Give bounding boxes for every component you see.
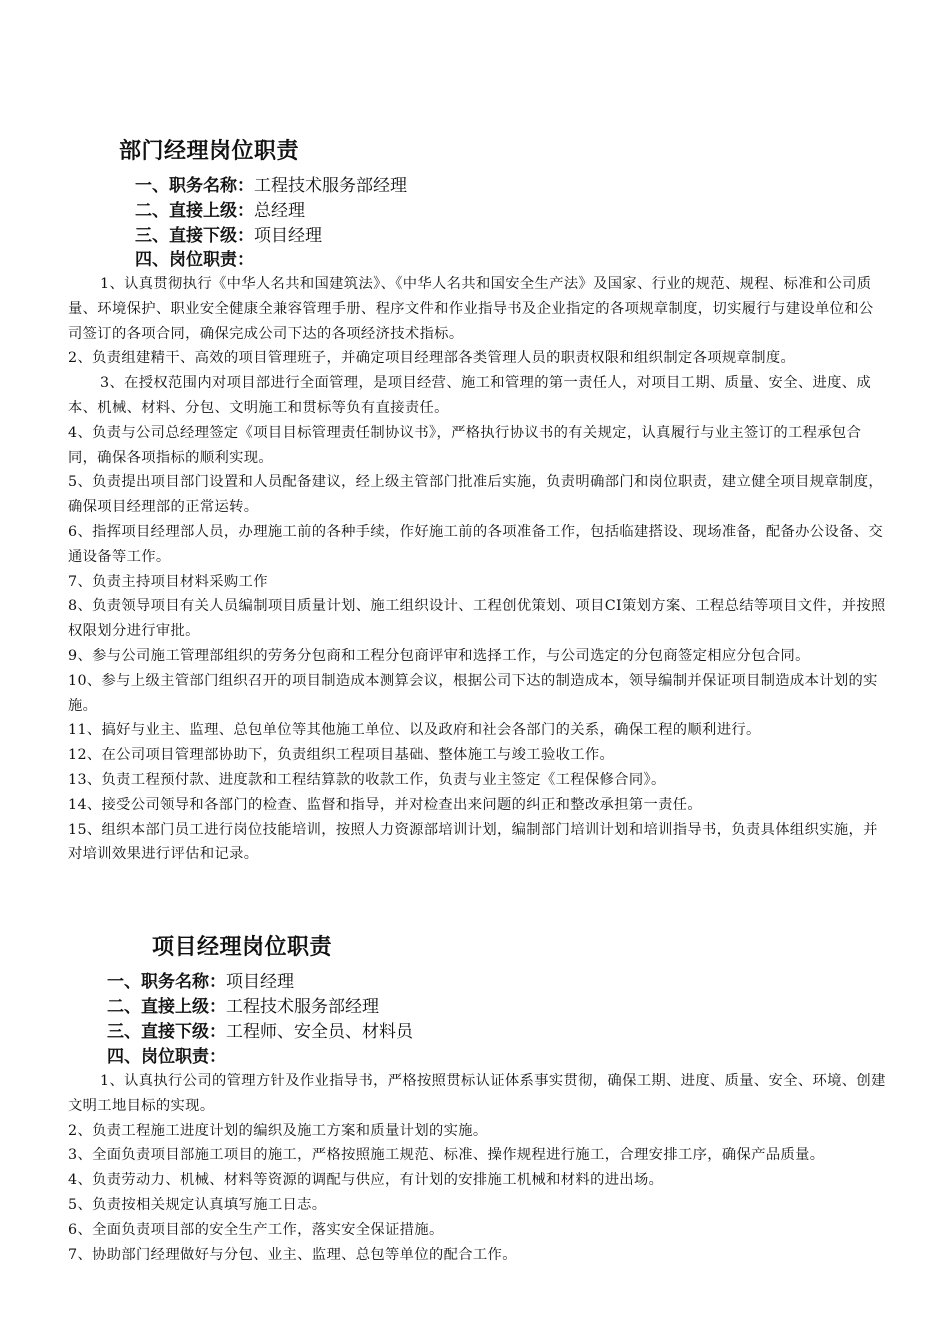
- section2-title: 项目经理岗位职责: [152, 935, 333, 960]
- field-label: 二、直接上级：: [107, 997, 226, 1017]
- duty-item: 12、在公司项目管理部协助下，负责组织工程项目基础、整体施工与竣工验收工作。: [68, 747, 615, 764]
- section2-field-superior: [107, 995, 379, 1019]
- duty-item: 3、在授权范围内对项目部进行全面管理，是项目经营、施工和管理的第一责任人，对项目工期、质量、安全、进度、成本、机械、材料、分包、文明施工和贯标等负有直接责任。: [68, 375, 872, 416]
- duty-item: 9、参与公司施工管理部组织的劳务分包商和工程分包商评审和选择工作，与公司选定的分包商签定相应分包合同。: [68, 647, 810, 664]
- duty-item: 1、认真执行公司的管理方针及作业指导书，严格按照贯标认证体系事实贯彻，确保工期、进度、质量、安全、环境、创建文明工地目标的实现。: [68, 1073, 886, 1114]
- duty-item: 15、组织本部门员工进行岗位技能培训，按照人力资源部培训计划，编制部门培训计划和培训指导书，负责具体组织实施，并对培训效果进行评估和记录。: [68, 821, 878, 863]
- duty-item: 4、负责劳动力、机械、材料等资源的调配与供应，有计划的安排施工机械和材料的进出场。: [68, 1172, 664, 1189]
- section1-field-position: [135, 174, 407, 198]
- duty-item: 7、负责主持项目材料采购工作: [68, 573, 268, 590]
- duty-item: 8、负责领导项目有关人员编制项目质量计划、施工组织设计、工程创优策划、项目CI策划方案、工程总结等项目文件，并按照权限划分进行审批。: [68, 598, 886, 640]
- field-label: 三、直接下级：: [135, 226, 254, 246]
- duty-item: 10、参与上级主管部门组织召开的项目制造成本测算会议，根据公司下达的制造成本，领导编制并保证项目制造成本计划的实施。: [68, 672, 878, 714]
- field-label: 二、直接上级：: [135, 201, 254, 221]
- duty-item: 6、全面负责项目部的安全生产工作，落实安全保证措施。: [68, 1221, 444, 1238]
- duty-item: 11、搞好与业主、监理、总包单位等其他施工单位、以及政府和社会各部门的关系，确保工程的顺利进行。: [68, 722, 761, 739]
- duty-item: 4、负责与公司总经理签定《项目目标管理责任制协议书》，严格执行协议书的有关规定，认真履行与业主签订的工程承包合同，确保各项指标的顺利实现。: [68, 424, 862, 466]
- field-value: 项目经理: [226, 972, 294, 992]
- duty-item: 3、全面负责项目部施工项目的施工，严格按照施工规范、标准、操作规程进行施工，合理安排工序，确保产品质量。: [68, 1147, 825, 1164]
- field-label: 三、直接下级：: [107, 1022, 226, 1042]
- field-label: 一、职务名称：: [135, 176, 254, 196]
- field-value: 工程师、安全员、材料员: [226, 1022, 413, 1042]
- field-value: 工程技术服务部经理: [226, 997, 379, 1017]
- section1-field-duties: [135, 248, 254, 272]
- field-label: 一、职务名称：: [107, 972, 226, 992]
- field-value: 项目经理: [254, 226, 322, 246]
- duty-item: 13、负责工程预付款、进度款和工程结算款的收款工作，负责与业主签定《工程保修合同》。: [68, 771, 666, 788]
- duty-item: 2、负责组建精干、高效的项目管理班子，并确定项目经理部各类管理人员的职责权限和组织制定各项规章制度。: [68, 350, 796, 367]
- duty-item: 5、负责提出项目部门设置和人员配备建议，经上级主管部门批准后实施，负责明确部门和岗位职责，建立健全项目规章制度，确保项目经理部的正常运转。: [68, 474, 884, 516]
- duty-item: 7、协助部门经理做好与分包、业主、监理、总包等单位的配合工作。: [68, 1246, 517, 1263]
- section1-field-subordinate: [135, 224, 322, 248]
- section1-title: 部门经理岗位职责: [119, 139, 300, 164]
- section2-duties-list: [68, 1069, 886, 1267]
- duty-item: 1、认真贯彻执行《中华人名共和国建筑法》、《中华人名共和国安全生产法》及国家、行业的规范、规程、标准和公司质量、环境保护、职业安全健康全兼容管理手册、程序文件和作业指导书及企业指定的各项规章制度，切实履行与建设单位和公司签订的各项合同，确保完成公司下达的各项经济技术指标。: [68, 276, 874, 342]
- field-label: 四、岗位职责：: [107, 1047, 226, 1067]
- duty-item: 14、接受公司领导和各部门的检查、监督和指导，并对检查出来问题的纠正和整改承担第一责任。: [68, 796, 703, 813]
- duty-item: 6、指挥项目经理部人员，办理施工前的各种手续，作好施工前的各项准备工作，包括临建搭设、现场准备，配备办公设备、交通设备等工作。: [68, 523, 884, 565]
- section2-field-duties: [107, 1045, 226, 1069]
- section1-field-superior: [135, 199, 305, 223]
- field-value: 总经理: [254, 201, 305, 221]
- field-value: 工程技术服务部经理: [254, 176, 407, 196]
- section2-field-subordinate: [107, 1020, 413, 1044]
- section2-field-position: [107, 970, 294, 994]
- section1-duties-list: [68, 272, 886, 867]
- duty-item: 2、负责工程施工进度计划的编织及施工方案和质量计划的实施。: [68, 1122, 488, 1139]
- field-label: 四、岗位职责：: [135, 250, 254, 270]
- duty-item: 5、负责按相关规定认真填写施工日志。: [68, 1196, 327, 1213]
